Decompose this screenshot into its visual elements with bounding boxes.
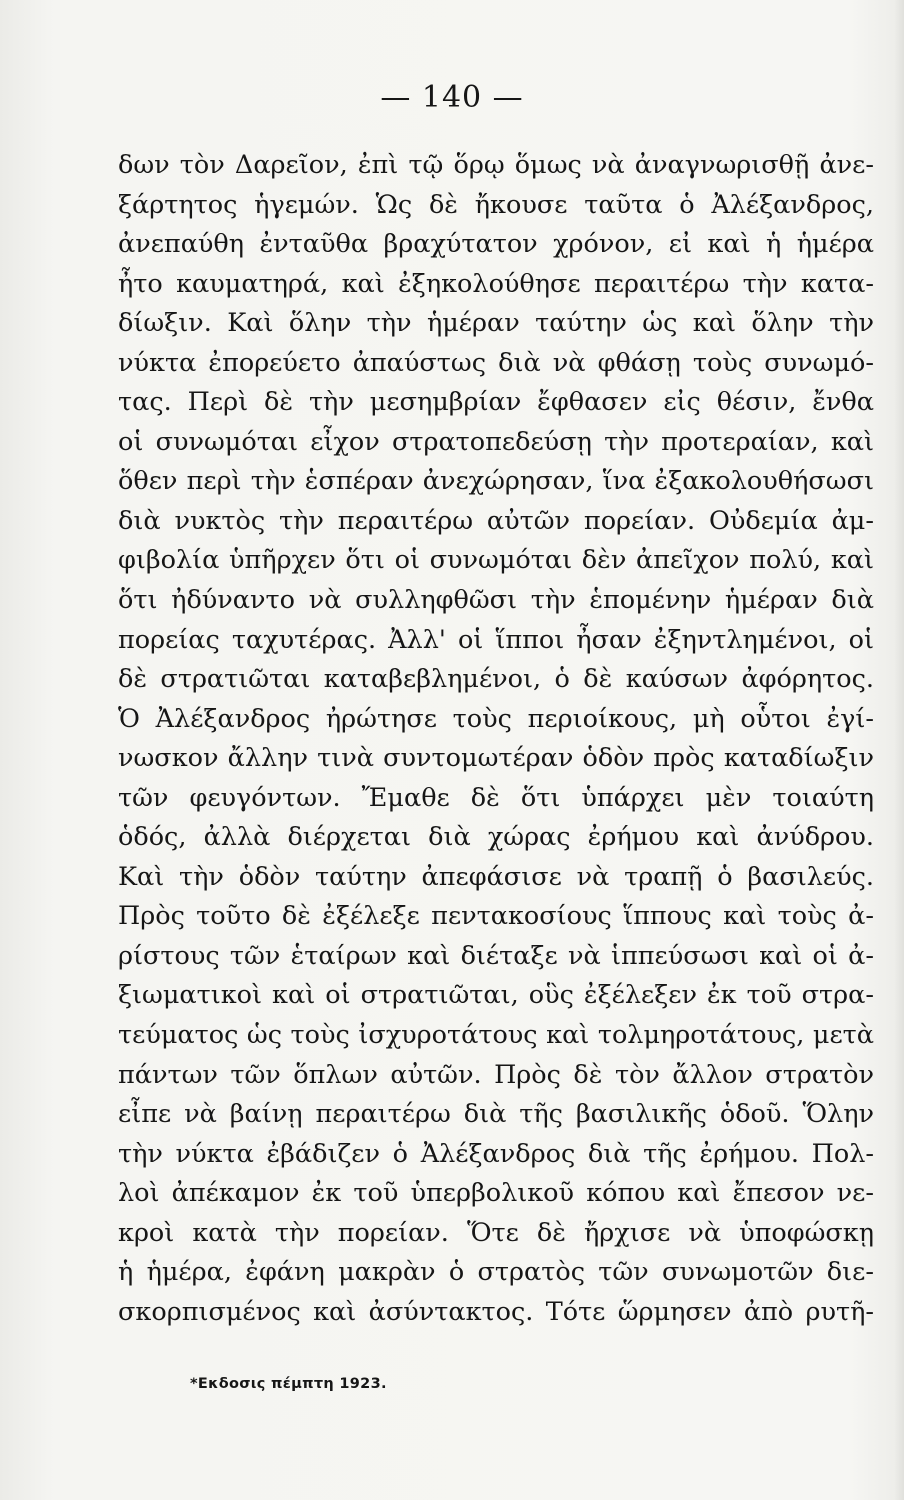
text-line: τῶν φευγόντων. Ἔμαθε δὲ ὅτι ὑπάρχει μὲν τοιαύτη [118,782,874,813]
text-line: πορείας ταχυτέρας. Ἀλλ' οἱ ἵπποι ἦσαν ἐξηντλημένοι, οἱ [118,624,874,655]
text-line: ἦτο καυματηρά, καὶ ἐξηκολούθησε περαιτέρω τὴν κατα- [118,268,874,299]
text-line: εἶπε νὰ βαίνῃ περαιτέρω διὰ τῆς βασιλικῆς ὁδοῦ. Ὅλην [118,1099,874,1130]
text-line: δὲ στρατιῶται καταβεβλημένοι, ὁ δὲ καύσων ἀφόρητος. [118,664,874,695]
text-line: τὴν νύκτα ἐβάδιζεν ὁ Ἀλέξανδρος διὰ τῆς ἐρήμου. Πολ- [118,1138,874,1169]
body-text [118,146,874,1332]
text-line: ξιωματικοὶ καὶ οἱ στρατιῶται, οὓς ἐξέλεξεν ἐκ τοῦ στρα- [118,980,874,1011]
text-line: Ὁ Ἀλέξανδρος ἠρώτησε τοὺς περιοίκους, μὴ οὗτοι ἐγί- [118,703,874,734]
text-line: τας. Περὶ δὲ τὴν μεσημβρίαν ἔφθασεν εἰς θέσιν, ἔνθα [118,387,874,418]
text-line: δων τὸν Δαρεῖον, ἐπὶ τῷ ὅρῳ ὅμως νὰ ἀναγνωρισθῇ ἀνε- [118,150,874,180]
edition-footnote: *Εκδοσις πέμπτη 1923. [190,1376,387,1392]
text-line: ὅτι ἠδύναντο νὰ συλληφθῶσι τὴν ἑπομένην ἡμέραν διὰ [118,585,874,616]
text-line: λοὶ ἀπέκαμον ἐκ τοῦ ὑπερβολικοῦ κόπου καὶ ἔπεσον νε- [118,1178,874,1209]
text-line: ξάρτητος ἡγεμών. Ὡς δὲ ἤκουσε ταῦτα ὁ Ἀλέξανδρος, [118,189,874,220]
page-edge-shadow [894,0,904,1500]
text-line: ὅθεν περὶ τὴν ἑσπέραν ἀνεχώρησαν, ἵνα ἐξακολουθήσωσι [118,466,874,497]
text-line: ρίστους τῶν ἑταίρων καὶ διέταξε νὰ ἱππεύσωσι καὶ οἱ ἀ- [118,940,874,971]
text-line: ὁδός, ἀλλὰ διέρχεται διὰ χώρας ἐρήμου καὶ ἀνύδρου. [118,822,874,853]
text-line: τεύματος ὡς τοὺς ἰσχυροτάτους καὶ τολμηροτάτους, μετὰ [118,1020,874,1051]
text-line: φιβολία ὑπῆρχεν ὅτι οἱ συνωμόται δὲν ἀπεῖχον πολύ, καὶ [118,545,874,576]
text-line: ἀνεπαύθη ἐνταῦθα βραχύτατον χρόνον, εἰ καὶ ἡ ἡμέρα [118,229,874,260]
text-line: πάντων τῶν ὅπλων αὐτῶν. Πρὸς δὲ τὸν ἄλλον στρατὸν [118,1059,874,1090]
text-line: δίωξιν. Καὶ ὅλην τὴν ἡμέραν ταύτην ὡς καὶ ὅλην τὴν [118,308,874,339]
text-line: νωσκον ἄλλην τινὰ συντομωτέραν ὁδὸν πρὸς καταδίωξιν [118,743,874,774]
text-line: νύκτα ἐπορεύετο ἀπαύστως διὰ νὰ φθάσῃ τοὺς συνωμό- [118,347,874,378]
text-line: Καὶ τὴν ὁδὸν ταύτην ἀπεφάσισε νὰ τραπῇ ὁ βασιλεύς. [118,861,874,892]
text-line: Πρὸς τοῦτο δὲ ἐξέλεξε πεντακοσίους ἵππους καὶ τοὺς ἀ- [118,901,874,932]
text-line: ἡ ἡμέρα, ἐφάνη μακρὰν ὁ στρατὸς τῶν συνωμοτῶν διε- [118,1257,874,1288]
page-number-header: — 140 — [380,80,524,115]
text-line: διὰ νυκτὸς τὴν περαιτέρω αὐτῶν πορείαν. Οὐδεμία ἀμ- [118,505,874,536]
text-line: κροὶ κατὰ τὴν πορείαν. Ὅτε δὲ ἤρχισε νὰ ὑποφώσκῃ [118,1217,874,1248]
text-line: σκορπισμένος καὶ ἀσύντακτος. Τότε ὥρμησεν ἀπὸ ρυτῆ- [118,1296,874,1327]
text-line: οἱ συνωμόται εἶχον στρατοπεδεύσῃ τὴν προτεραίαν, καὶ [118,426,874,457]
